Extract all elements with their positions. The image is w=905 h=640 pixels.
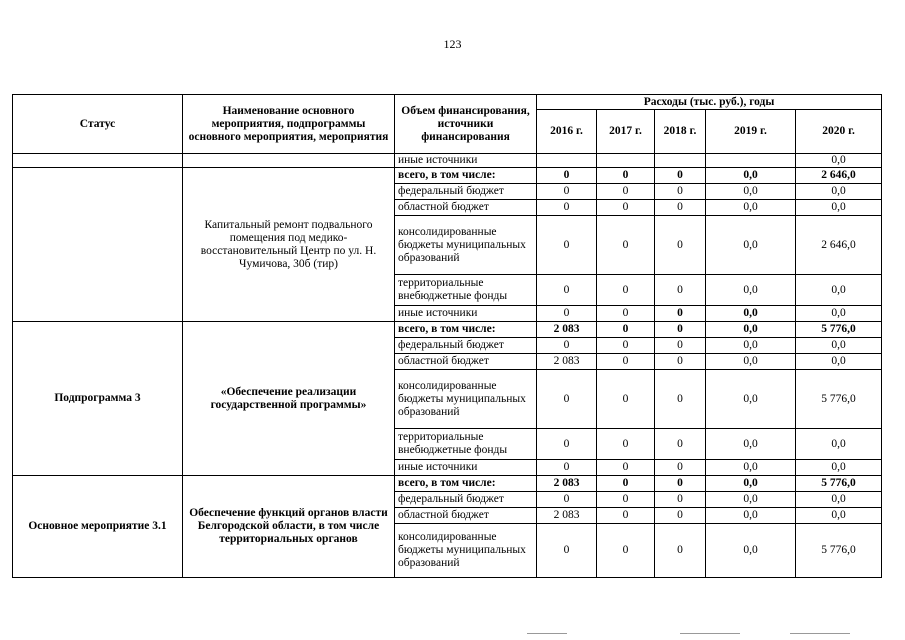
value-cell bbox=[706, 154, 796, 168]
source-cell: иные источники bbox=[395, 154, 537, 168]
header-volume: Объем финансирования, источники финансирования bbox=[395, 95, 537, 154]
value-cell: 0,0 bbox=[706, 306, 796, 322]
value-cell: 0 bbox=[597, 476, 655, 492]
header-year: 2017 г. bbox=[597, 110, 655, 154]
source-cell: территориальные внебюджетные фонды bbox=[395, 275, 537, 306]
value-cell: 0,0 bbox=[706, 275, 796, 306]
table-row bbox=[13, 154, 882, 168]
value-cell: 0 bbox=[537, 429, 597, 460]
value-cell: 0 bbox=[655, 492, 706, 508]
value-cell: 0 bbox=[537, 275, 597, 306]
source-cell: иные источники bbox=[395, 460, 537, 476]
value-cell: 0 bbox=[537, 338, 597, 354]
value-cell: 0,0 bbox=[706, 429, 796, 460]
header-year: 2020 г. bbox=[796, 110, 882, 154]
value-cell: 0 bbox=[655, 275, 706, 306]
value-cell: 2 646,0 bbox=[796, 216, 882, 275]
value-cell: 0 bbox=[597, 275, 655, 306]
source-cell: областной бюджет bbox=[395, 354, 537, 370]
source-cell: федеральный бюджет bbox=[395, 338, 537, 354]
value-cell: 0 bbox=[655, 524, 706, 578]
value-cell: 0,0 bbox=[706, 492, 796, 508]
value-cell: 5 776,0 bbox=[796, 524, 882, 578]
value-cell: 0,0 bbox=[796, 154, 882, 168]
value-cell: 5 776,0 bbox=[796, 370, 882, 429]
value-cell: 0 bbox=[597, 429, 655, 460]
value-cell: 0,0 bbox=[796, 460, 882, 476]
table-header bbox=[13, 95, 882, 154]
value-cell: 0,0 bbox=[706, 322, 796, 338]
table-row bbox=[13, 322, 882, 338]
table-row bbox=[13, 168, 882, 184]
value-cell: 0,0 bbox=[796, 354, 882, 370]
measure-name-cell: «Обеспечение реализации государственной программы» bbox=[183, 322, 395, 476]
value-cell: 0,0 bbox=[796, 184, 882, 200]
value-cell: 0 bbox=[655, 338, 706, 354]
value-cell: 5 776,0 bbox=[796, 476, 882, 492]
value-cell: 0,0 bbox=[796, 306, 882, 322]
value-cell: 0,0 bbox=[796, 200, 882, 216]
header-year: 2018 г. bbox=[655, 110, 706, 154]
source-cell: территориальные внебюджетные фонды bbox=[395, 429, 537, 460]
source-cell: иные источники bbox=[395, 306, 537, 322]
value-cell: 0 bbox=[655, 322, 706, 338]
value-cell bbox=[655, 154, 706, 168]
value-cell: 0 bbox=[597, 338, 655, 354]
value-cell: 2 083 bbox=[537, 508, 597, 524]
value-cell: 0 bbox=[537, 370, 597, 429]
value-cell bbox=[537, 154, 597, 168]
status-cell bbox=[13, 168, 183, 322]
value-cell: 0 bbox=[597, 306, 655, 322]
value-cell: 2 083 bbox=[537, 476, 597, 492]
source-cell: всего, в том числе: bbox=[395, 476, 537, 492]
measure-name-cell bbox=[183, 154, 395, 168]
value-cell: 0 bbox=[655, 508, 706, 524]
value-cell: 0 bbox=[655, 370, 706, 429]
value-cell: 0 bbox=[597, 322, 655, 338]
value-cell: 0,0 bbox=[796, 429, 882, 460]
source-cell: всего, в том числе: bbox=[395, 168, 537, 184]
financing-table bbox=[12, 94, 882, 578]
value-cell: 0 bbox=[655, 184, 706, 200]
value-cell: 0 bbox=[537, 460, 597, 476]
value-cell: 0 bbox=[655, 354, 706, 370]
value-cell: 0,0 bbox=[706, 338, 796, 354]
scan-marks bbox=[0, 633, 905, 640]
measure-name-cell: Обеспечение функций органов власти Белгородской области, в том числе территориальных органов bbox=[183, 476, 395, 578]
value-cell: 0 bbox=[597, 216, 655, 275]
value-cell: 0 bbox=[537, 492, 597, 508]
value-cell: 0,0 bbox=[706, 216, 796, 275]
value-cell: 0 bbox=[655, 168, 706, 184]
value-cell: 0 bbox=[655, 200, 706, 216]
value-cell: 0 bbox=[597, 508, 655, 524]
value-cell: 0 bbox=[655, 306, 706, 322]
header-status: Статус bbox=[13, 95, 183, 154]
source-cell: консолидированные бюджеты муниципальных образований bbox=[395, 216, 537, 275]
source-cell: консолидированные бюджеты муниципальных образований bbox=[395, 524, 537, 578]
source-cell: консолидированные бюджеты муниципальных образований bbox=[395, 370, 537, 429]
value-cell: 0 bbox=[597, 460, 655, 476]
value-cell: 0 bbox=[597, 184, 655, 200]
value-cell: 2 083 bbox=[537, 322, 597, 338]
value-cell: 5 776,0 bbox=[796, 322, 882, 338]
value-cell: 0 bbox=[655, 429, 706, 460]
value-cell: 0 bbox=[655, 216, 706, 275]
measure-name-cell: Капитальный ремонт подвального помещения под медико-восстановительный Центр по ул. Н. Чумичова, 30б (тир) bbox=[183, 168, 395, 322]
value-cell: 0,0 bbox=[796, 508, 882, 524]
value-cell: 0 bbox=[597, 200, 655, 216]
value-cell: 0,0 bbox=[706, 200, 796, 216]
source-cell: федеральный бюджет bbox=[395, 184, 537, 200]
value-cell: 0 bbox=[537, 168, 597, 184]
header-year: 2016 г. bbox=[537, 110, 597, 154]
status-cell: Подпрограмма 3 bbox=[13, 322, 183, 476]
value-cell: 0,0 bbox=[796, 338, 882, 354]
value-cell: 2 083 bbox=[537, 354, 597, 370]
value-cell: 0,0 bbox=[706, 370, 796, 429]
value-cell: 0,0 bbox=[706, 354, 796, 370]
header-year: 2019 г. bbox=[706, 110, 796, 154]
value-cell: 0,0 bbox=[706, 184, 796, 200]
value-cell: 0 bbox=[597, 492, 655, 508]
value-cell: 0 bbox=[597, 524, 655, 578]
table-body bbox=[13, 154, 882, 578]
value-cell: 0 bbox=[597, 370, 655, 429]
source-cell: областной бюджет bbox=[395, 200, 537, 216]
value-cell: 0 bbox=[537, 524, 597, 578]
source-cell: всего, в том числе: bbox=[395, 322, 537, 338]
value-cell: 0 bbox=[537, 216, 597, 275]
header-expenses: Расходы (тыс. руб.), годы bbox=[537, 95, 882, 110]
value-cell: 0 bbox=[655, 476, 706, 492]
value-cell: 0,0 bbox=[706, 524, 796, 578]
value-cell bbox=[597, 154, 655, 168]
value-cell: 0,0 bbox=[796, 275, 882, 306]
status-cell bbox=[13, 154, 183, 168]
header-name: Наименование основного мероприятия, подпрограммы основного мероприятия, мероприятия bbox=[183, 95, 395, 154]
value-cell: 2 646,0 bbox=[796, 168, 882, 184]
value-cell: 0,0 bbox=[796, 492, 882, 508]
value-cell: 0,0 bbox=[706, 168, 796, 184]
value-cell: 0 bbox=[655, 460, 706, 476]
value-cell: 0,0 bbox=[706, 476, 796, 492]
status-cell: Основное мероприятие 3.1 bbox=[13, 476, 183, 578]
table-row bbox=[13, 476, 882, 492]
page-number: 123 bbox=[443, 37, 462, 51]
value-cell: 0 bbox=[537, 184, 597, 200]
source-cell: федеральный бюджет bbox=[395, 492, 537, 508]
value-cell: 0,0 bbox=[706, 460, 796, 476]
value-cell: 0 bbox=[597, 168, 655, 184]
value-cell: 0 bbox=[537, 200, 597, 216]
source-cell: областной бюджет bbox=[395, 508, 537, 524]
value-cell: 0 bbox=[597, 354, 655, 370]
value-cell: 0 bbox=[537, 306, 597, 322]
value-cell: 0,0 bbox=[706, 508, 796, 524]
